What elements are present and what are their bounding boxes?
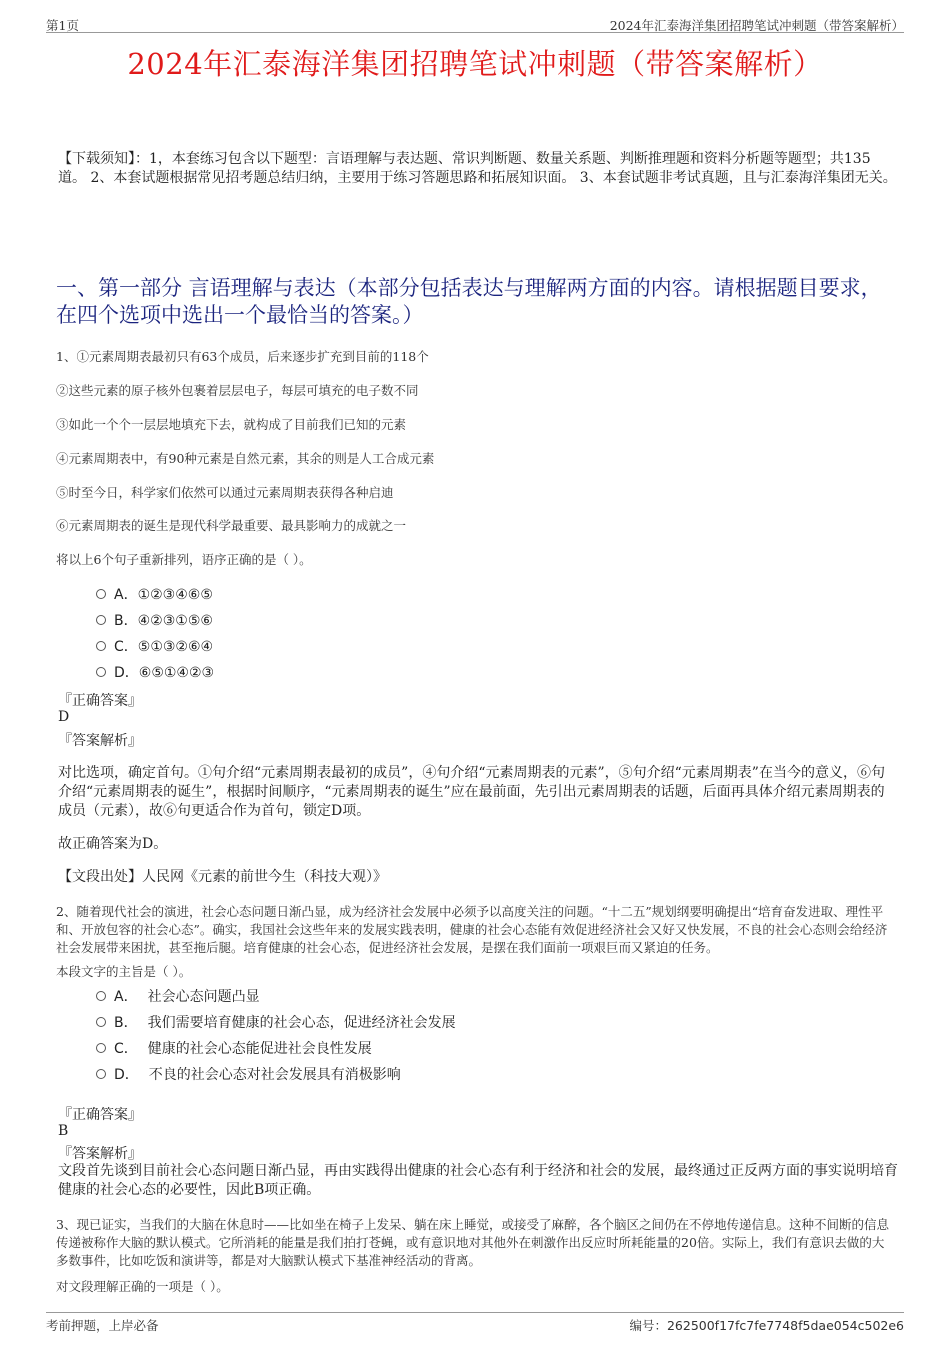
document-title: 2024年汇泰海洋集团招聘笔试冲刺题（带答案解析） <box>127 47 823 81</box>
footer-slogan: 考前押题，上岸必备 <box>46 1318 159 1333</box>
radio-icon[interactable] <box>96 589 106 599</box>
q1-answer-label: 『正确答案』 <box>58 693 142 709</box>
q2-answer: B <box>58 1123 69 1139</box>
q2-stem: 2、随着现代社会的演进，社会心态问题日渐凸显，成为经济社会发展中必须予以高度关注的问题。“十二五”规划纲要明确提出“培育奋发进取、理性平和、开放包容的社会心态”。确实，我国社会这些年来的发展实践表明，健康的社会心态能有效促进经济社会又好又快发展，不良的社会心态则会给经济社会发展带来困扰，甚至拖后腿。培育健康的社会心态，促进经济社会发展，是摆在我们面前一项艰巨而又紧迫的任务。 <box>56 904 888 955</box>
q3-question: 对文段理解正确的一项是（ ）。 <box>56 1279 229 1294</box>
q2-option-d[interactable]: D． 不良的社会心态对社会发展具有消极影响 <box>96 1064 401 1084</box>
page-footer <box>46 1312 904 1333</box>
download-notice: 【下载须知】：1，本套练习包含以下题型：言语理解与表达题、常识判断题、数量关系题、判断推理题和资料分析题等题型；共135道。 2、本套试题根据常见招考题总结归纳，主要用于练习答题思路和拓展知识面。 3、本套试题非考试真题，且与汇泰海洋集团无关。 <box>58 151 897 186</box>
page-header <box>46 14 904 33</box>
radio-icon[interactable] <box>96 1043 106 1053</box>
q2-analysis-label: 『答案解析』 <box>58 1146 142 1162</box>
header-doc-title: 2024年汇泰海洋集团招聘笔试冲刺题（带答案解析） <box>609 18 904 33</box>
q1-option-d[interactable]: D．⑥⑤①④②③ <box>96 662 214 682</box>
q1-line-1: 1、①元素周期表最初只有63个成员，后来逐步扩充到目前的118个 <box>56 349 429 364</box>
radio-icon[interactable] <box>96 1017 106 1027</box>
q2-option-c[interactable]: C． 健康的社会心态能促进社会良性发展 <box>96 1038 372 1058</box>
q1-line-4: ④元素周期表中，有90种元素是自然元素，其余的则是人工合成元素 <box>56 451 435 466</box>
q1-option-a[interactable]: A．①②③④⑥⑤ <box>96 584 213 604</box>
footer-code: 编号：262500f17fc7fe7748f5dae054c502e6 <box>629 1318 904 1333</box>
q1-analysis-label: 『答案解析』 <box>58 733 142 749</box>
page-number: 第1页 <box>46 18 79 33</box>
q1-prompt: 将以上6个句子重新排列，语序正确的是（ ）。 <box>56 552 312 567</box>
q1-analysis: 对比选项，确定首句。①句介绍“元素周期表最初的成员”，④句介绍“元素周期表的元素”，⑤句介绍“元素周期表”在当今的意义，⑥句介绍“元素周期表的诞生”，根据时间顺序，“元素周期表的诞生”应在最前面，先引出元素周期表的话题，后面再具体介绍元素周期表的成员（元素），故⑥句更适合作为首句，锁定D项。 <box>58 765 885 819</box>
q1-conclusion: 故正确答案为D。 <box>58 836 168 852</box>
q1-option-b[interactable]: B．④②③①⑤⑥ <box>96 610 213 630</box>
radio-icon[interactable] <box>96 615 106 625</box>
q1-line-3: ③如此一个个一层层地填充下去，就构成了目前我们已知的元素 <box>56 417 407 432</box>
q1-answer: D <box>58 709 70 725</box>
q2-question: 本段文字的主旨是（ ）。 <box>56 964 192 979</box>
radio-icon[interactable] <box>96 667 106 677</box>
q1-source: 【文段出处】人民网《元素的前世今生（科技大观）》 <box>58 869 387 885</box>
q1-line-6: ⑥元素周期表的诞生是现代科学最重要、最具影响力的成就之一 <box>56 518 407 533</box>
q3-stem: 3、现已证实，当我们的大脑在休息时——比如坐在椅子上发呆、躺在床上睡觉，或接受了麻醉，各个脑区之间仍在不停地传递信息。这种不间断的信息传递被称作大脑的默认模式。它所消耗的能量是我们拍打苍蝇，或有意识地对其他外在刺激作出反应时所耗能量的20倍。实际上，我们有意识去做的大多数事件，比如吃饭和演讲等，都是对大脑默认模式下基准神经活动的背离。 <box>56 1217 889 1268</box>
section-title: 一、第一部分 言语理解与表达（本部分包括表达与理解两方面的内容。请根据题目要求，在四个选项中选出一个最恰当的答案。） <box>56 276 882 327</box>
q1-option-c[interactable]: C．⑤①③②⑥④ <box>96 636 213 656</box>
radio-icon[interactable] <box>96 991 106 1001</box>
q1-line-2: ②这些元素的原子核外包裹着层层电子，每层可填充的电子数不同 <box>56 383 419 398</box>
radio-icon[interactable] <box>96 1069 106 1079</box>
q1-line-5: ⑤时至今日，科学家们依然可以通过元素周期表获得各种启迪 <box>56 485 394 500</box>
q2-option-a[interactable]: A． 社会心态问题凸显 <box>96 986 260 1006</box>
q2-analysis: 文段首先谈到目前社会心态问题日渐凸显，再由实践得出健康的社会心态有利于经济和社会的发展，最终通过正反两方面的事实说明培育健康的社会心态的必要性，因此B项正确。 <box>58 1163 898 1198</box>
q2-option-b[interactable]: B． 我们需要培育健康的社会心态，促进经济社会发展 <box>96 1012 456 1032</box>
radio-icon[interactable] <box>96 641 106 651</box>
q2-answer-label: 『正确答案』 <box>58 1107 142 1123</box>
